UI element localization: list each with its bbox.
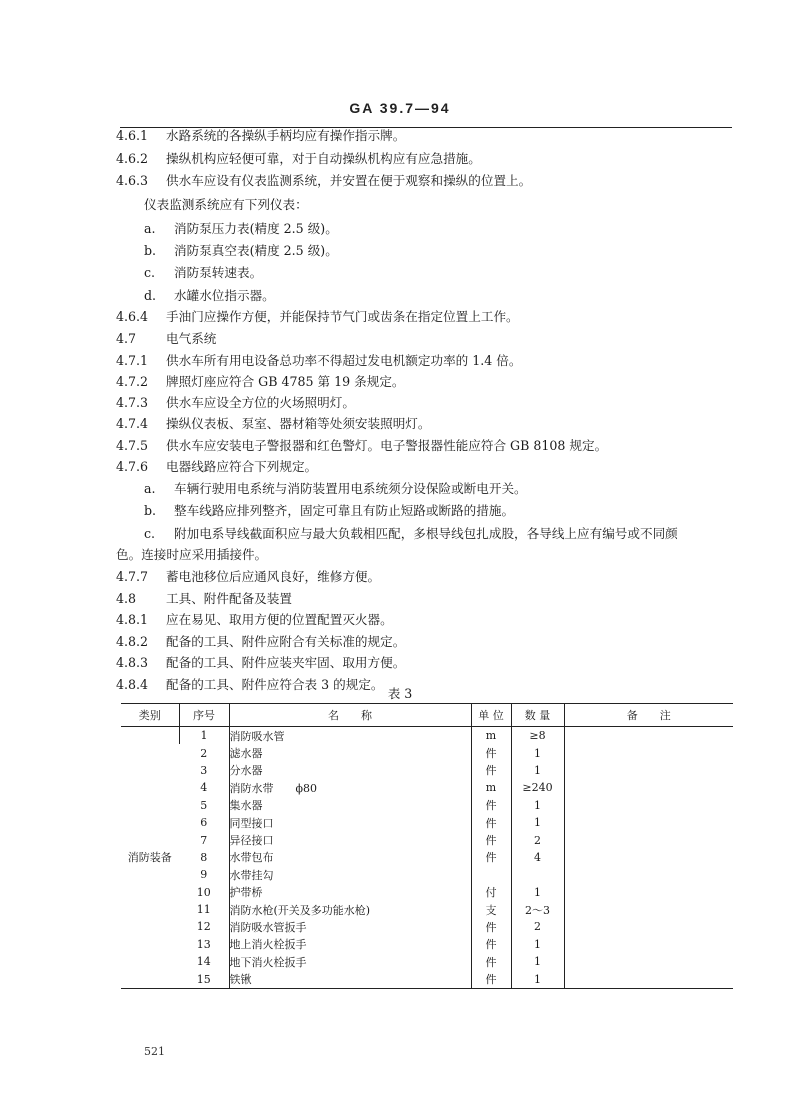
quantity-cell: 2 (511, 831, 564, 848)
table-row (121, 831, 733, 848)
unit-cell: 件 (471, 953, 511, 970)
remarks-cell (564, 866, 733, 883)
clause-text: 水罐水位指示器。 (174, 288, 275, 303)
clause-number: c. (144, 265, 156, 280)
quantity-cell: ≥8 (511, 727, 564, 745)
clause-number: a. (144, 221, 156, 236)
remarks-cell (564, 953, 733, 970)
header-unit: 单 位 (471, 704, 511, 727)
header-quantity: 数 量 (511, 704, 564, 727)
index-cell: 14 (196, 955, 211, 969)
clause-text: 供水车应设有仪表监测系统，并安置在便于观察和操纵的位置上。 (166, 173, 532, 188)
unit-cell: m (471, 727, 511, 745)
table-row (121, 779, 733, 796)
clause-text: 整车线路应排列整齐，固定可靠且有防止短路或断路的措施。 (174, 503, 515, 518)
clause-text: 配备的工具、附件应附合有关标准的规定。 (166, 634, 406, 649)
clause-text: 配备的工具、附件应符合表 3 的规定。 (166, 677, 384, 692)
quantity-cell: 1 (511, 970, 564, 988)
paragraph-line (144, 220, 338, 238)
index-cell: 7 (200, 833, 208, 847)
clause-number: c. (144, 526, 156, 541)
paragraph-line (116, 373, 405, 391)
name-cell: 消防水枪(开关及多功能水枪) (229, 901, 471, 918)
remarks-cell (564, 762, 733, 779)
clause-text: 操纵仪表板、泵室、器材箱等处须安装照明灯。 (166, 416, 431, 431)
index-cell: 9 (200, 868, 208, 882)
name-cell: 消防水带 ϕ80 (229, 779, 471, 796)
remarks-cell (564, 744, 733, 761)
paragraph-line (116, 437, 607, 455)
paragraph-line (116, 352, 521, 370)
table-row (121, 727, 733, 745)
name-cell: 同型接口 (229, 814, 471, 831)
table-row (121, 936, 733, 953)
remarks-cell (564, 797, 733, 814)
name-cell: 水带包布 (229, 849, 471, 866)
table-caption: 表 3 (387, 686, 413, 701)
name-cell: 消防吸水管 (229, 727, 471, 745)
unit-cell: 付 (471, 884, 511, 901)
clause-text: 电气系统 (166, 331, 217, 346)
clause-text: 消防泵真空表(精度 2.5 级)。 (174, 243, 338, 258)
unit-cell: 件 (471, 744, 511, 761)
table-row (121, 918, 733, 935)
clause-number: 4.6.1 (116, 128, 149, 143)
paragraph-line (116, 590, 292, 608)
clause-number: 4.6.3 (116, 173, 149, 188)
clause-text: 供水车所有用电设备总功率不得超过发电机额定功率的 1.4 倍。 (166, 353, 522, 368)
table-row (121, 866, 733, 883)
table-row (121, 849, 733, 866)
index-cell: 1 (179, 727, 229, 745)
clause-text: 色。连接时应采用插接件。 (116, 547, 268, 562)
name-cell: 护带桥 (229, 884, 471, 901)
table-row (121, 797, 733, 814)
clause-number: b. (144, 503, 157, 518)
equipment-table (121, 703, 733, 989)
unit-cell: 件 (471, 970, 511, 988)
clause-number: 4.7 (116, 331, 137, 346)
unit-cell: 件 (471, 797, 511, 814)
clause-text: 电器线路应符合下列规定。 (166, 459, 318, 474)
category-cell: 消防装备 (121, 727, 179, 989)
index-cell: 10 (196, 885, 211, 899)
clause-text: 手油门应操作方便，并能保持节气门或齿条在指定位置上工作。 (166, 309, 519, 324)
unit-cell: m (471, 779, 511, 796)
clause-number: 4.7.6 (116, 459, 149, 474)
clause-text: 蓄电池移位后应通风良好，维修方便。 (166, 569, 381, 584)
clause-text: 供水车应设全方位的火场照明灯。 (166, 395, 355, 410)
unit-cell: 件 (471, 762, 511, 779)
index-cell: 13 (196, 937, 211, 951)
remarks-cell (564, 936, 733, 953)
unit-cell: 件 (471, 814, 511, 831)
table-header-row (121, 704, 733, 727)
name-cell: 消防吸水管扳手 (229, 918, 471, 935)
clause-number: 4.7.2 (116, 374, 149, 389)
paragraph-line (116, 127, 405, 145)
index-cell: 2 (200, 746, 208, 760)
remarks-cell (564, 918, 733, 935)
clause-number: 4.7.1 (116, 353, 149, 368)
clause-text: 附加电系导线截面积应与最大负载相匹配，多根导线包扎成股，各导线上应有编号或不同颜 (174, 526, 678, 541)
index-cell: 12 (196, 920, 211, 934)
remarks-cell (564, 849, 733, 866)
quantity-cell: 1 (511, 814, 564, 831)
remarks-cell (564, 779, 733, 796)
table-row (121, 884, 733, 901)
quantity-cell: 1 (511, 762, 564, 779)
clause-text: 应在易见、取用方便的位置配置灭火器。 (166, 612, 393, 627)
table-row (121, 970, 733, 988)
name-cell: 地上消火栓扳手 (229, 936, 471, 953)
quantity-cell: 1 (511, 884, 564, 901)
clause-number: 4.8 (116, 591, 137, 606)
index-cell: 15 (179, 970, 229, 988)
clause-text: 水路系统的各操纵手柄均应有操作指示牌。 (166, 128, 406, 143)
quantity-cell: 1 (511, 797, 564, 814)
quantity-cell: 2 (511, 918, 564, 935)
table-row (121, 762, 733, 779)
paragraph-line (116, 415, 430, 433)
quantity-cell: 2～3 (511, 901, 564, 918)
name-cell: 铁锹 (229, 970, 471, 988)
table-row (121, 814, 733, 831)
name-cell: 分水器 (229, 762, 471, 779)
header-index: 序号 (179, 704, 229, 727)
remarks-cell (564, 727, 733, 745)
clause-text: 供水车应安装电子警报器和红色警灯。电子警报器性能应符合 GB 8108 规定。 (166, 438, 608, 453)
unit-cell: 件 (471, 831, 511, 848)
name-cell: 异径接口 (229, 831, 471, 848)
clause-number: 4.7.4 (116, 416, 149, 431)
quantity-cell: 1 (511, 744, 564, 761)
remarks-cell (564, 831, 733, 848)
index-cell: 5 (200, 798, 208, 812)
clause-text: 配备的工具、附件应装夹牢固、取用方便。 (166, 655, 406, 670)
paragraph-line (144, 480, 527, 498)
clause-number: 4.7.5 (116, 438, 149, 453)
paragraph-line (116, 172, 531, 190)
remarks-cell (564, 970, 733, 988)
name-cell: 滤水器 (229, 744, 471, 761)
paragraph-line (144, 242, 338, 260)
paragraph-line (116, 458, 317, 476)
table-row (121, 953, 733, 970)
quantity-cell (511, 866, 564, 883)
clause-number: b. (144, 243, 157, 258)
remarks-cell (564, 901, 733, 918)
quantity-cell: 4 (511, 849, 564, 866)
clause-text: 车辆行驶用电系统与消防装置用电系统须分设保险或断电开关。 (174, 481, 527, 496)
clause-number: d. (144, 288, 157, 303)
paragraph-line (144, 196, 308, 214)
clause-text: 牌照灯座应符合 GB 4785 第 19 条规定。 (166, 374, 405, 389)
name-cell: 水带挂勾 (229, 866, 471, 883)
paragraph-line (116, 568, 380, 586)
paragraph-line (116, 633, 405, 651)
paragraph-line (144, 525, 678, 543)
clause-number: a. (144, 481, 156, 496)
quantity-cell: 1 (511, 936, 564, 953)
index-cell: 8 (200, 850, 208, 864)
remarks-cell (564, 814, 733, 831)
paragraph-line (116, 394, 355, 412)
clause-text: 消防泵压力表(精度 2.5 级)。 (174, 221, 338, 236)
paragraph-line (116, 546, 267, 564)
clause-number: 4.7.7 (116, 569, 149, 584)
table-row (121, 744, 733, 761)
header-name: 名 称 (229, 704, 471, 727)
paragraph-line (116, 150, 481, 168)
paragraph-line (116, 611, 393, 629)
name-cell: 地下消火栓扳手 (229, 953, 471, 970)
unit-cell: 支 (471, 901, 511, 918)
paragraph-line (144, 502, 514, 520)
paragraph-line (116, 654, 405, 672)
name-cell: 集水器 (229, 797, 471, 814)
unit-cell: 件 (471, 918, 511, 935)
quantity-cell: 1 (511, 953, 564, 970)
clause-number: 4.8.3 (116, 655, 149, 670)
clause-number: 4.6.4 (116, 309, 149, 324)
paragraph-line (144, 264, 262, 282)
table-body (121, 727, 733, 989)
paragraph-line (144, 287, 275, 305)
clause-number: 4.6.2 (116, 151, 149, 166)
clause-text: 操纵机构应轻便可靠，对于自动操纵机构应有应急措施。 (166, 151, 481, 166)
index-cell: 11 (196, 903, 211, 917)
unit-cell (471, 866, 511, 883)
index-cell: 4 (200, 781, 208, 795)
page-header-title: GA 39.7—94 (349, 100, 451, 116)
paragraph-line (116, 308, 519, 326)
index-cell: 3 (200, 763, 208, 777)
header-remarks: 备 注 (564, 704, 733, 727)
clause-number: 4.8.4 (116, 677, 149, 692)
page-number: 521 (144, 1045, 165, 1058)
clause-number: 4.8.1 (116, 612, 149, 627)
paragraph-line (116, 330, 216, 348)
unit-cell: 件 (471, 849, 511, 866)
clause-text: 仪表监测系统应有下列仪表： (144, 197, 308, 212)
clause-number: 4.7.3 (116, 395, 149, 410)
remarks-cell (564, 884, 733, 901)
header-category: 类别 (121, 704, 179, 727)
clause-text: 消防泵转速表。 (174, 265, 263, 280)
quantity-cell: ≥240 (511, 779, 564, 796)
clause-text: 工具、附件配备及装置 (166, 591, 292, 606)
clause-number: 4.8.2 (116, 634, 149, 649)
unit-cell: 件 (471, 936, 511, 953)
table-row (121, 901, 733, 918)
index-cell: 6 (200, 816, 208, 830)
